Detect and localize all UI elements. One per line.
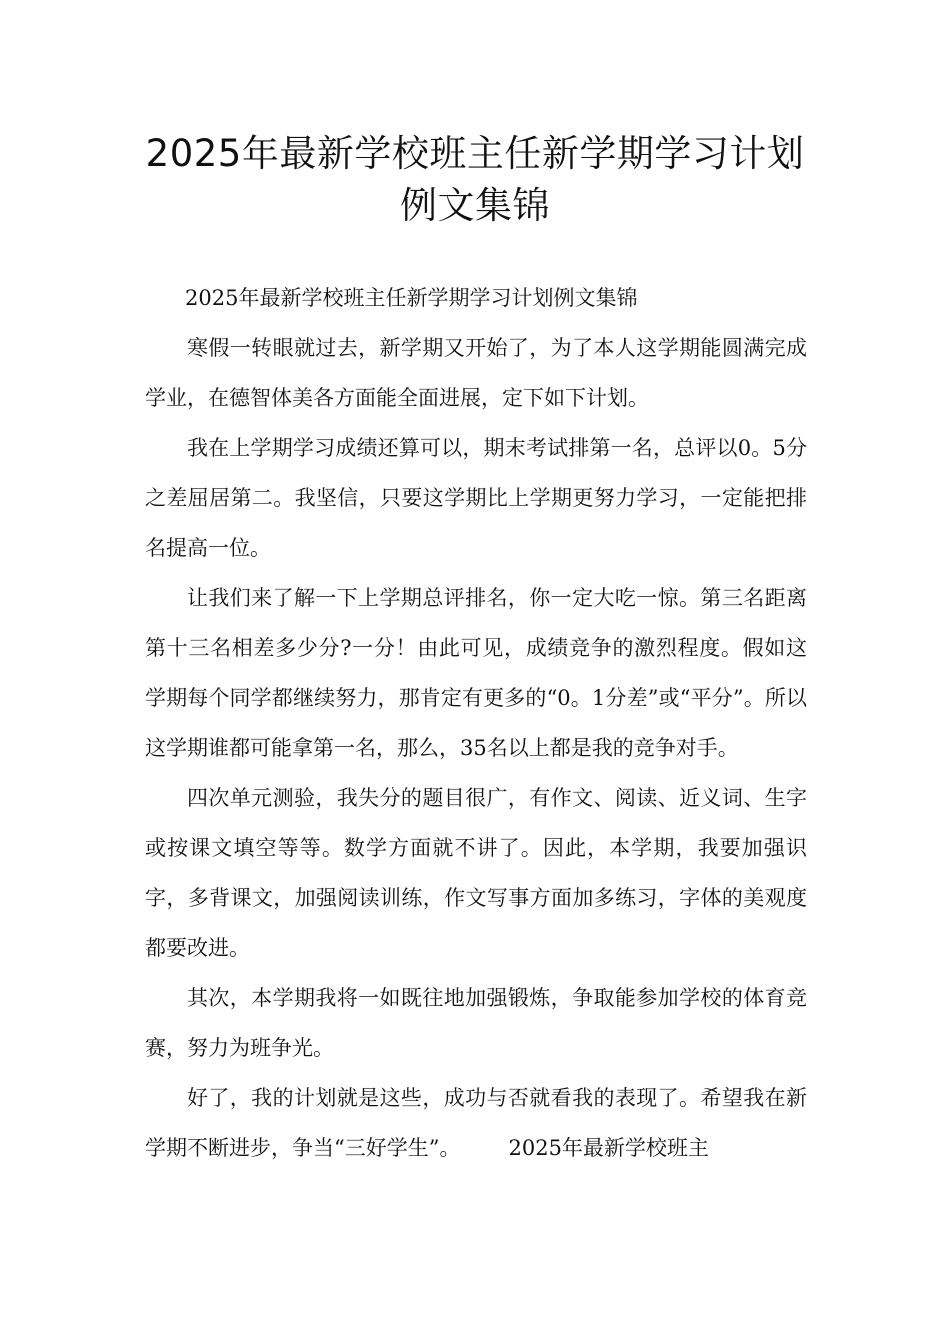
paragraph-2: 我在上学期学习成绩还算可以，期末考试排第一名，总评以0。5分之差屈居第二。我坚信，只要这学期比上学期更努力学习，一定能把排名提高一位。: [145, 436, 807, 560]
paragraph-1: 寒假一转眼就过去，新学期又开始了，为了本人这学期能圆满完成学业，在德智体美各方面能全面进展，定下如下计划。: [145, 336, 807, 410]
trailing-heading-fragment: 2025年最新学校班主: [508, 1136, 709, 1160]
document-body: [145, 273, 807, 1173]
paragraph-4: 四次单元测验，我失分的题目很广，有作文、阅读、近义词、生字或按课文填空等等。数学方面就不讲了。因此，本学期，我要加强识字，多背课文，加强阅读训练，作文写事方面加多练习，字体的美观度都要改进。: [145, 786, 807, 960]
document-subtitle: 2025年最新学校班主任新学期学习计划例文集锦: [185, 286, 638, 310]
paragraph-3: 让我们来了解一下上学期总评排名，你一定大吃一惊。第三名距离第十三名相差多少分?一分！由此可见，成绩竞争的激烈程度。假如这学期每个同学都继续努力，那肯定有更多的“0。1分差”或“平分”。所以这学期谁都可能拿第一名，那么，35名以上都是我的竞争对手。: [145, 586, 807, 760]
document-title-line-2: 例文集锦: [400, 184, 550, 227]
document-title-line-1: 2025年最新学校班主任新学期学习计划: [145, 132, 805, 175]
paragraph-5: 其次，本学期我将一如既往地加强锻炼，争取能参加学校的体育竞赛，努力为班争光。: [145, 986, 807, 1060]
paragraph-6: [145, 1073, 807, 1173]
paragraph-6-text: 好了，我的计划就是这些，成功与否就看我的表现了。希望我在新学期不断进步，争当“三好学生”。: [145, 1086, 807, 1160]
